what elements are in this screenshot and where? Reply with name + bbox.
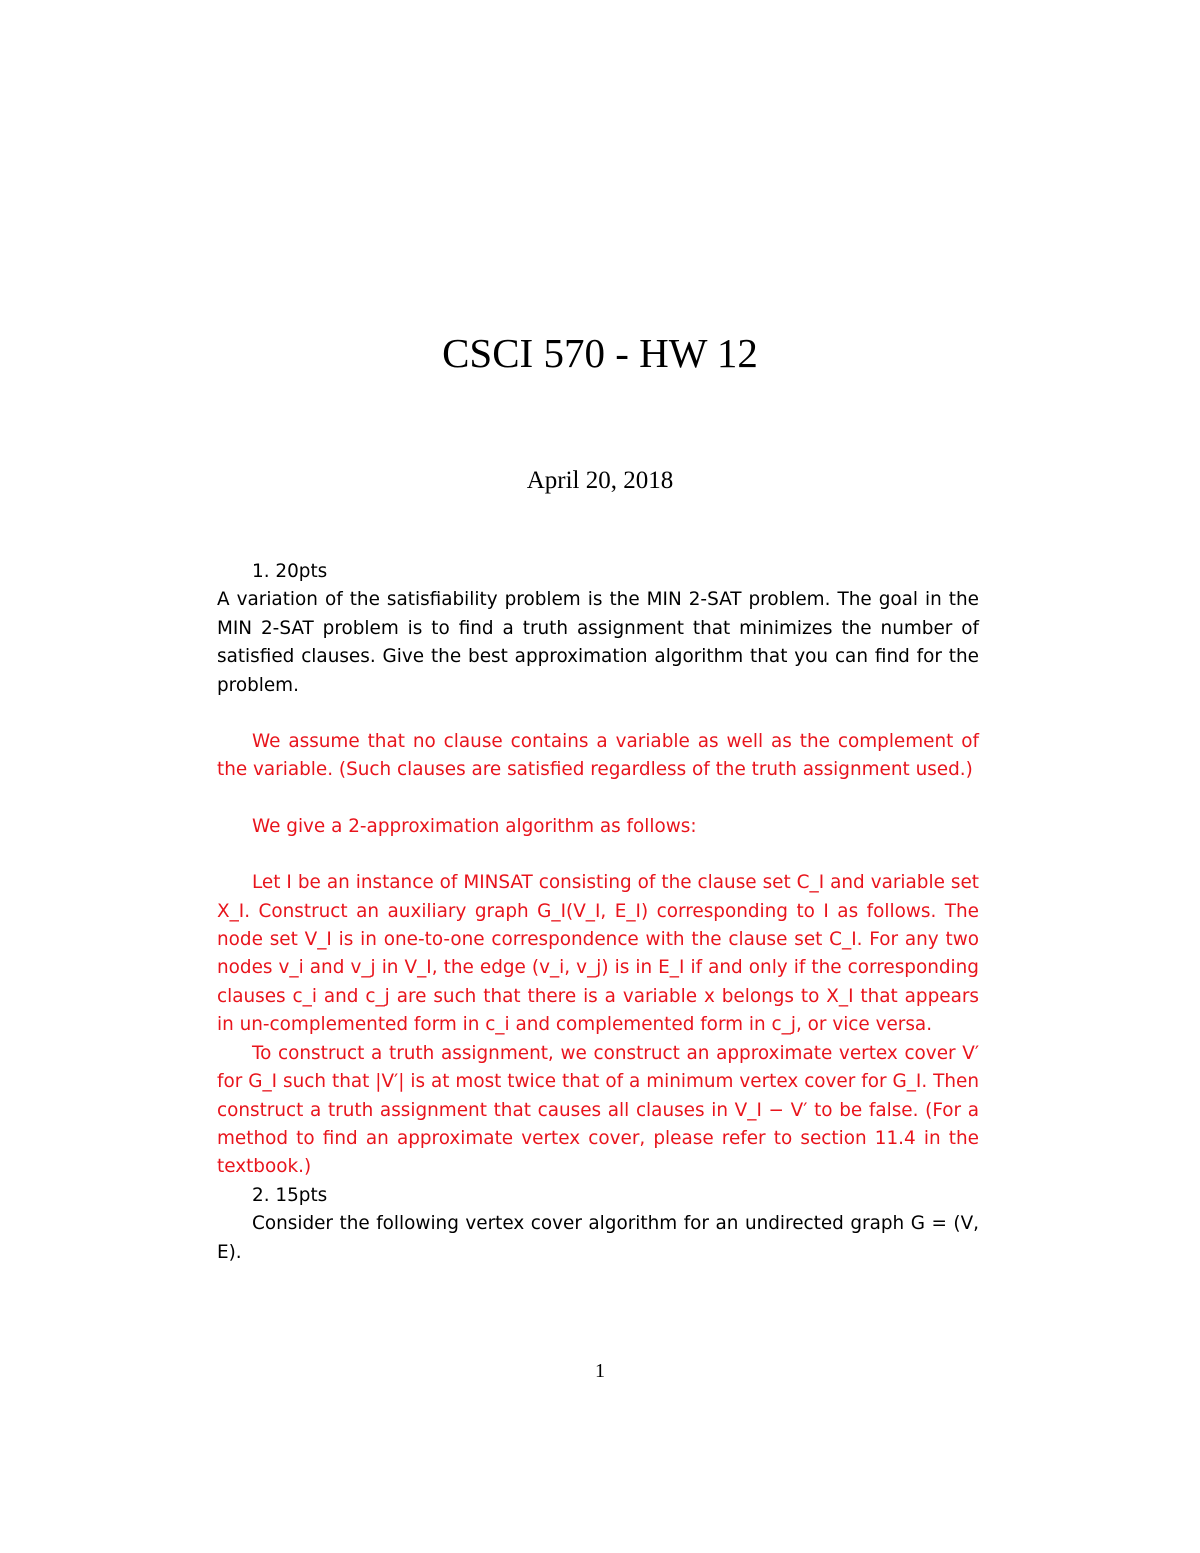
problem-2-label: 2. 15pts xyxy=(252,1184,328,1206)
document-body xyxy=(217,558,979,1267)
problem-1-statement: A variation of the satisfiability problem is the MIN 2-SAT problem. The goal in the MIN 2-SAT problem is to find a truth assignment that minimizes the number of satisfied clauses. Give the best approximation algorithm that you can find for the problem. xyxy=(217,589,979,696)
document-date: April 20, 2018 xyxy=(526,467,674,494)
document-title: CSCI 570 - HW 12 xyxy=(442,330,758,376)
solution-1-construction: Let I be an instance of MINSAT consisting of the clause set C_I and variable set X_I. Construct an auxiliary graph G_I(V_I, E_I) corresponding to I as follows. The node set V_I is in one-to-one correspondence with the clause set C_I. For any two nodes v_i and v_j in V_I, the edge (v_i, v_j) is in E_I if and only if the corresponding clauses c_i and c_j are such that there is a variable x belongs to X_I that appears in un-complemented form in c_i and complemented form in c_j, or vice versa. xyxy=(217,872,979,1036)
page-number: 1 xyxy=(595,1360,605,1382)
solution-1-intro: We give a 2-approximation algorithm as follows: xyxy=(252,815,697,837)
problem-1-label: 1. 20pts xyxy=(252,561,328,582)
solution-1-assumption: We assume that no clause contains a variable as well as the complement of the variable. (Such clauses are satisfied regardless of the truth assignment used.) xyxy=(217,731,979,781)
problem-2-statement: Consider the following vertex cover algorithm for an undirected graph G = (V, E). xyxy=(217,1213,979,1263)
solution-1-assignment: To construct a truth assignment, we construct an approximate vertex cover V′ for G_I such that |V′| is at most twice that of a minimum vertex cover for G_I. Then construct a truth assignment that causes all clauses in V_I − V′ to be false. (For a method to find an approximate vertex cover, please refer to section 11.4 in the textbook.) xyxy=(217,1042,979,1178)
paragraph-gap xyxy=(217,841,979,869)
paragraph-gap xyxy=(217,700,979,728)
paragraph-gap xyxy=(217,785,979,813)
